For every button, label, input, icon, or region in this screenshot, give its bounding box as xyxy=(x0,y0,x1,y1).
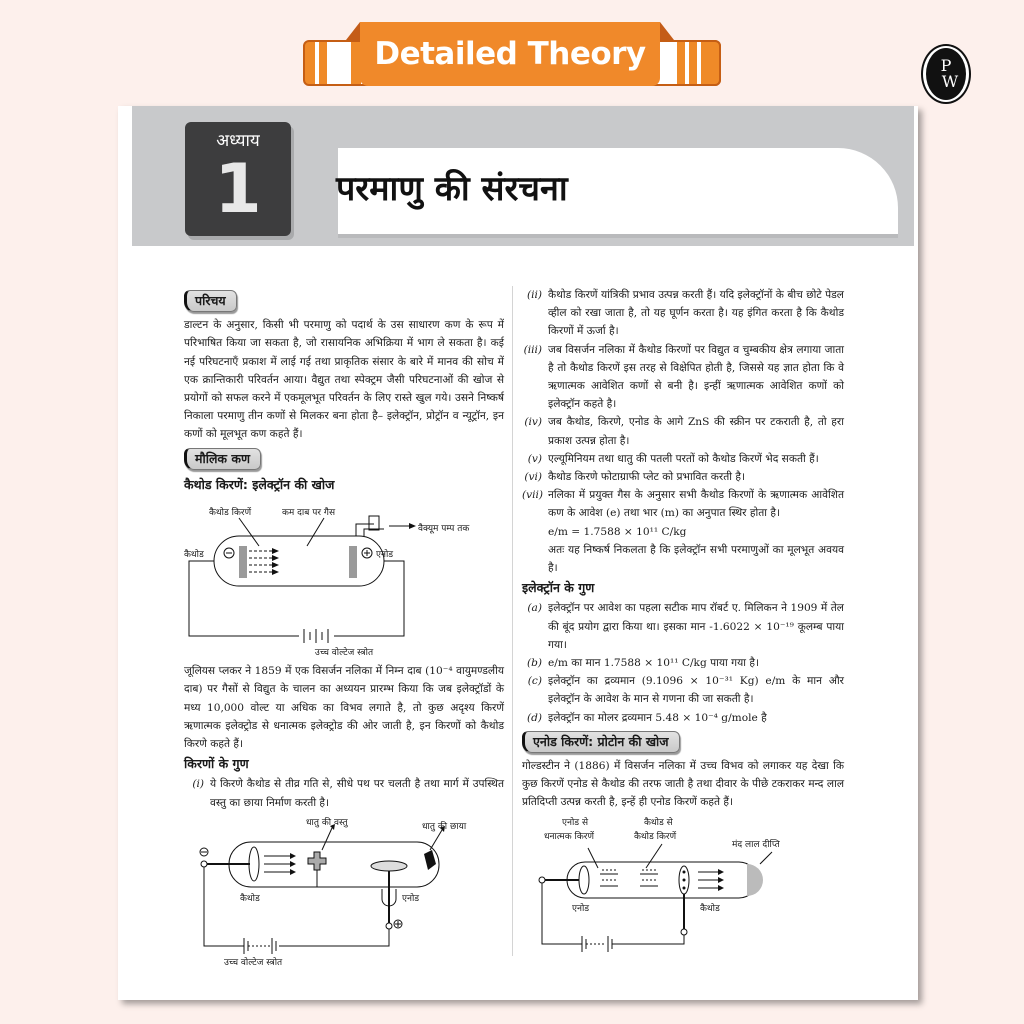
label-cathode: कैथोड xyxy=(184,550,204,561)
detailed-theory-banner xyxy=(303,20,721,86)
item-text: नलिका में प्रयुक्त गैस के अनुसार सभी कैथोड किरणों के ऋणात्मक आवेशित कण के आवेश (e) तथा भार (m) का अनुपात स्थिर होता है। xyxy=(548,489,844,520)
item-text: जब कैथोड, किरणे, एनोड के आगे ZnS की स्क्रीन पर टकराती है, तो हरा प्रकाश उत्पन्न होता है। xyxy=(548,416,844,447)
chapter-title: परमाणु की संरचना xyxy=(336,169,568,209)
textbook-page xyxy=(118,106,918,1000)
item-marker: (vi) xyxy=(524,471,542,484)
em-ratio-formula: e/m = 1.7588 × 10¹¹ C/kg xyxy=(548,525,687,538)
chapter-number: 1 xyxy=(214,150,262,229)
label-cathode-rays-line1: कैथोड से xyxy=(644,817,673,828)
property-item xyxy=(522,468,844,486)
label-metal-object: धातु की वस्तु xyxy=(306,817,348,828)
cathode-rays-heading: कैथोड किरणें: इलेक्ट्रॉन की खोज xyxy=(184,476,335,492)
item-marker: (a) xyxy=(527,602,542,615)
plucker-paragraph: जूलियस प्लकर ने 1859 में एक विसर्जन नलिका में निम्न दाब (10⁻⁴ वायुमण्डलीय दाब) पर गैसों से विद्युत के चालन का अध्ययन प्रारम्भ किया कि जब इलेक्ट्रॉडों के मध्य 10,000 वोल्ट या अधिक का विभव लगाते है, तो कुछ अदृश्य किरणें ऋणात्मक इलेक्ट्रोड से धनात्मक इलेक्ट्रोड की ओर जाती है, इन किरणों को कैथोड किरणे कहते हैं। xyxy=(184,665,504,751)
property-item xyxy=(184,775,504,811)
label-low-pressure-gas: कम दाब पर गैस xyxy=(282,508,336,519)
shadow-experiment-diagram xyxy=(184,814,504,968)
banner-title: Detailed Theory xyxy=(360,22,660,86)
section-tag-anode-rays: एनोड किरणें: प्रोटोन की खोज xyxy=(522,731,680,753)
label-anode: एनोड xyxy=(376,550,394,561)
section-tag-fundamental-particles: मौलिक कण xyxy=(184,448,261,470)
section-tag-intro: परिचय xyxy=(184,290,237,312)
left-column xyxy=(184,286,504,966)
label-dull-red-glow: मंद लाल दीप्ति xyxy=(732,839,780,850)
banner-fold-right xyxy=(660,22,674,40)
shadow-tube-svg xyxy=(184,814,504,964)
label-cathode-rays-line2: कैथोड किरणें xyxy=(634,831,677,842)
column-divider xyxy=(512,286,513,956)
item-text: इलेक्ट्रॉन का मोलर द्रव्यमान 5.48 × 10⁻⁴ g/mole है xyxy=(548,711,767,724)
label-anode: एनोड xyxy=(572,903,590,914)
label-anode: एनोड xyxy=(402,893,420,904)
label-vacuum-pump: वैक्यूम पम्प तक xyxy=(418,524,470,535)
label-cathode: कैथोड xyxy=(240,893,260,904)
label-anode-positive-line1: एनोड से xyxy=(562,817,589,828)
item-text: ये किरणे कैथोड से तीव्र गति से, सीधे पथ पर चलती है तथा मार्ग में उपस्थित वस्तु का छाया निर्माण करती है। xyxy=(210,778,504,809)
chapter-number-badge xyxy=(185,122,291,236)
property-item xyxy=(522,450,844,468)
goldstein-paragraph: गोल्डस्टीन ने (1886) में विसर्जन नलिका में उच्च विभव को लगाकर यह देखा कि कुछ किरणें एनोड से कैथोड की तरफ जाती है तथा दीवार के पीछे टकराकर मन्द लाल प्रतिदिप्ती उत्पन्न करती है, इन्हें ही एनोड किरणें कहते हैं। xyxy=(522,760,844,809)
ray-properties-heading: किरणों के गुण xyxy=(184,756,249,772)
banner-stripe-right xyxy=(661,40,721,86)
label-hv-source: उच्च वोल्टेज स्त्रोत xyxy=(224,957,283,968)
item-text: एल्यूमिनियम तथा धातु की पतली परतों को कैथोड किरणें भेद सकती हैं। xyxy=(548,452,819,465)
item-marker: (v) xyxy=(527,452,542,465)
item-marker: (i) xyxy=(192,778,204,791)
label-hv-source: उच्च वोल्टेज स्त्रोत xyxy=(314,648,374,659)
item-text: जब विसर्जन नलिका में कैथोड किरणों पर विद्युत व चुम्बकीय क्षेत्र लगाया जाता है तो कैथोड किरणें इस तरह से विक्षेपित होती है, जिससे यह ज्ञात होता कि वे ऋणात्मक आवेशित कणों से बनी है। इन्हीं ऋणात्मक आवेशित कणों को इलेक्ट्रॉन कहते है। xyxy=(548,343,844,411)
label-cathode-rays: कैथोड किरणें xyxy=(209,508,252,519)
item-marker: (d) xyxy=(526,711,542,724)
electron-property-item xyxy=(522,672,844,708)
electron-properties-heading: इलेक्ट्रॉन के गुण xyxy=(522,580,595,596)
item-text: कैथोड किरणें यांत्रिकी प्रभाव उत्पन्न करती हैं। यदि इलेक्ट्रॉनों के बीच छोटे पेडल व्हील को रखा जाता है, तो यह घूर्णन करता है। यह इंगित करता है कि कैथोड किरणों में ऊर्जा है। xyxy=(548,289,844,338)
chapter-label: अध्याय xyxy=(216,131,260,151)
property-item xyxy=(522,341,844,414)
banner-fold-left xyxy=(346,22,360,40)
intro-paragraph: डाल्टन के अनुसार, किसी भी परमाणु को पदार्थ के उस साधारण कण के रूप में परिभाषित किया जा सकता है, जो रासायनिक अभिक्रिया में भाग ले सकता है। कई नई परिघटनाएँ प्रकाश में लाई गई तथा प्राकृतिक संसार के बारे में मानव की सोच में एक क्रान्तिकारी परिवर्तन आया। वैद्युत तथा स्पेक्ट्रम जैसी परिघटनाओं की खोज से प्रयोगों को सफल करने में एकमूलभूत परिवर्तन के लिए रास्ते खुल गये। उसने निष्कर्ष निकाला परमाणु तीन कणों से मिलकर बना होता है– इलेक्ट्रॉन, प्रोट्रॉन व न्यूट्रॉन, इन कणों को मूलभूत कण कहते हैं। xyxy=(184,319,504,441)
logo-letter-w: W xyxy=(941,72,959,91)
property-item xyxy=(522,286,844,341)
item-marker: (c) xyxy=(527,675,542,688)
item-text: इलेक्ट्रॉन का द्रव्यमान (9.1096 × 10⁻³¹ Kg) e/m के मान और इलेक्ट्रॉन के आवेश के मान से गणना की जा सकती है। xyxy=(548,675,844,706)
label-anode-positive-line2: धनात्मक किरणें xyxy=(544,831,594,842)
chapter-title-underline xyxy=(338,234,898,238)
item-marker: (ii) xyxy=(526,289,542,301)
item-marker: (iv) xyxy=(524,416,542,429)
anode-rays-diagram xyxy=(522,814,844,954)
item-marker: (vii) xyxy=(522,489,544,502)
right-column xyxy=(522,286,844,956)
electron-property-item xyxy=(522,709,844,727)
label-metal-shadow: धातु की छाया xyxy=(422,821,467,832)
electron-property-item xyxy=(522,654,844,672)
logo-letter-p: P xyxy=(940,56,952,75)
item-text: e/m का मान 1.7588 × 10¹¹ C/kg पाया गया है। xyxy=(548,657,759,670)
property-item xyxy=(522,413,844,449)
conclusion-text: अतः यह निष्कर्ष निकलता है कि इलेक्ट्रॉन सभी परमाणुओं का मूलभूत अवयव है। xyxy=(548,543,844,575)
property-item xyxy=(522,486,844,522)
item-marker: (iii) xyxy=(523,343,542,356)
pw-logo-icon xyxy=(921,44,971,104)
item-text: इलेक्ट्रॉन पर आवेश का पहला सटीक माप रॉबर्ट ए. मिलिकन ने 1909 में तेल की बूंद प्रयोग द्वारा किया था। इसका मान -1.6022 × 10⁻¹⁹ कूलम्ब पाया गया। xyxy=(548,602,844,651)
discharge-tube-diagram xyxy=(184,496,504,646)
item-marker: (b) xyxy=(526,657,542,670)
item-text: कैथोड किरणे फोटाग्राफी प्लेट को प्रभावित करती है। xyxy=(548,471,746,484)
label-cathode: कैथोड xyxy=(700,903,720,914)
electron-property-item xyxy=(522,599,844,654)
